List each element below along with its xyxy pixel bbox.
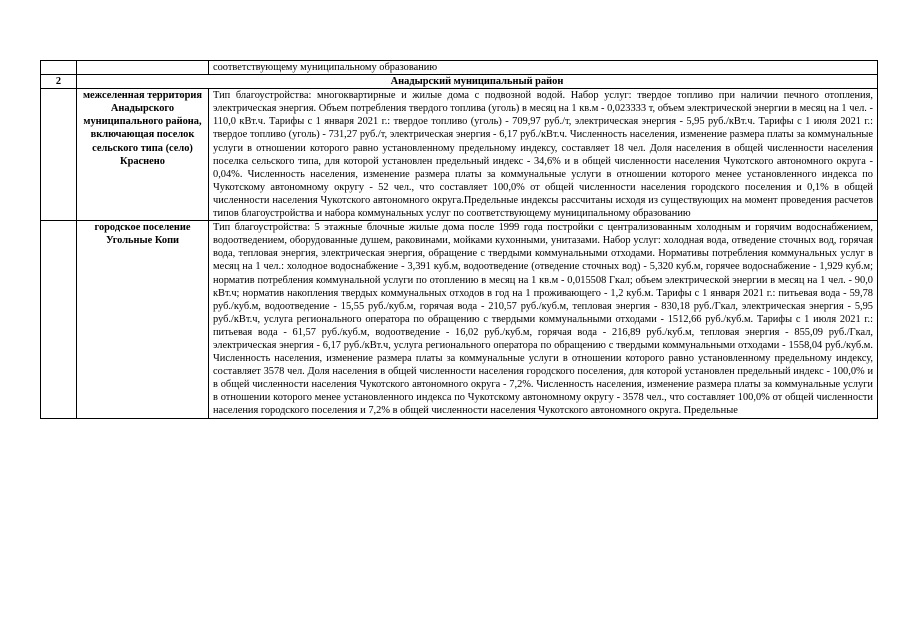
continuation-text: соответствующему муниципальному образованию <box>209 61 878 75</box>
table-row <box>41 89 878 221</box>
tariff-table <box>40 60 878 419</box>
row-number-cell <box>41 89 77 221</box>
municipality-name: межселенная территория Анадырского муниципального района, включающая поселок сельского типа (село) Краснено <box>77 89 209 221</box>
section-number: 2 <box>41 75 77 89</box>
municipality-description: Тип благоустройства: многоквартирные и жилые дома с подвозной водой. Набор услуг: твердое топливо при наличии печного отопления, электрическая энергия. Объем потребления твердого топлива (уголь) в месяц на 1 кв.м - 0,023333 т, объем электрической энергии в месяц на 1 чел. - 110,0 кВт.ч. Тарифы с 1 января 2021 г.: твердое топливо (уголь) - 709,97 руб./т, электрическая энергия - 5,95 руб./кВт.ч. Тарифы с 1 июля 2021 г.: твердое топливо (уголь) - 731,27 руб./т, электрическая энергия - 6,17 руб./кВт.ч. Численность населения, изменение размера платы за коммунальные услуги в отношении которого равно установленному предельному индексу, составляет 18 чел. Доля населения в общей численности населения поселка сельского типа, для которой установлен предельный индекс - 34,6% и в общей численности населения Чукотского автономного округа - 0,04%. Численность населения, изменение размера платы за коммунальные услуги в отношении которого менее установленного индекса по Чукотскому автономному округу - 52 чел., что составляет 100,0% от общей численности населения городского поселения и 0,1% в общей численности населения Чукотского автономного округа.Предельные индексы рассчитаны исходя из существующих на момент проведения расчетов типов благоустройства и набора коммунальных услуг по соответствующему муниципальному образованию <box>209 89 878 221</box>
continuation-row <box>41 61 878 75</box>
continuation-number-cell <box>41 61 77 75</box>
municipality-description: Тип благоустройства: 5 этажные блочные жилые дома после 1999 года постройки с централизованным холодным и горячим водоснабжением, водоотведением, оборудованные душем, раковинами, мойками кухонными, унитазами. Набор услуг: холодная вода, отведение сточных вод, горячая вода, тепловая энергия, электрическая энергия, обращение с твердыми коммунальными отходами. Нормативы потребления коммунальных услуг в месяц на 1 чел.: холодное водоснабжение - 3,391 куб.м, водоотведение (отведение сточных вод) - 5,320 куб.м, горячее водоснабжение - 1,929 куб.м; норматив потребления коммунальной услуги по отоплению в месяц на 1 кв.м - 0,015508 Гкал; объем электрической энергии в месяц на 1 чел. - 90,0 кВт.ч; норматив накопления твердых коммунальных отходов в год на 1 проживающего - 1,2 куб.м. Тарифы с 1 января 2021 г.: питьевая вода - 59,78 руб./куб.м, водоотведение - 15,55 руб./куб.м, горячая вода - 210,57 руб./куб.м, тепловая энергия - 830,18 руб./Гкал, электрическая энергия - 5,95 руб./кВт.ч, услуга регионального оператора по обращению с твердыми коммунальными отходами - 1512,66 руб./куб.м. Тарифы с 1 июля 2021 г.: питьевая вода - 61,57 руб./куб.м, водоотведение - 16,02 руб./куб.м, горячая вода - 216,89 руб./куб.м, тепловая энергия - 855,09 руб./Гкал, электрическая энергия - 6,17 руб./кВт.ч, услуга регионального оператора по обращению с твердыми коммунальными отходами - 1558,04 руб./куб.м. Численность населения, изменение размера платы за коммунальные услуги в отношении которого равно установленному предельному индексу, составляет 3578 чел. Доля населения в общей численности населения городского поселения, для которой установлен предельный индекс - 100,0% и в общей численности населения Чукотского автономного округа - 7,2%. Численность населения, изменение размера платы за коммунальные услуги в отношении которого менее установленного индекса по Чукотскому автономному округу - 3578 чел., что составляет 100,0% от общей численности населения городского поселения и 7,2% в общей численности населения Чукотского автономного округа. Предельные <box>209 221 878 418</box>
municipality-name: городское поселение Угольные Копи <box>77 221 209 418</box>
section-header-row <box>41 75 878 89</box>
section-title: Анадырский муниципальный район <box>77 75 878 89</box>
row-number-cell <box>41 221 77 418</box>
table-row <box>41 221 878 418</box>
continuation-name-cell <box>77 61 209 75</box>
